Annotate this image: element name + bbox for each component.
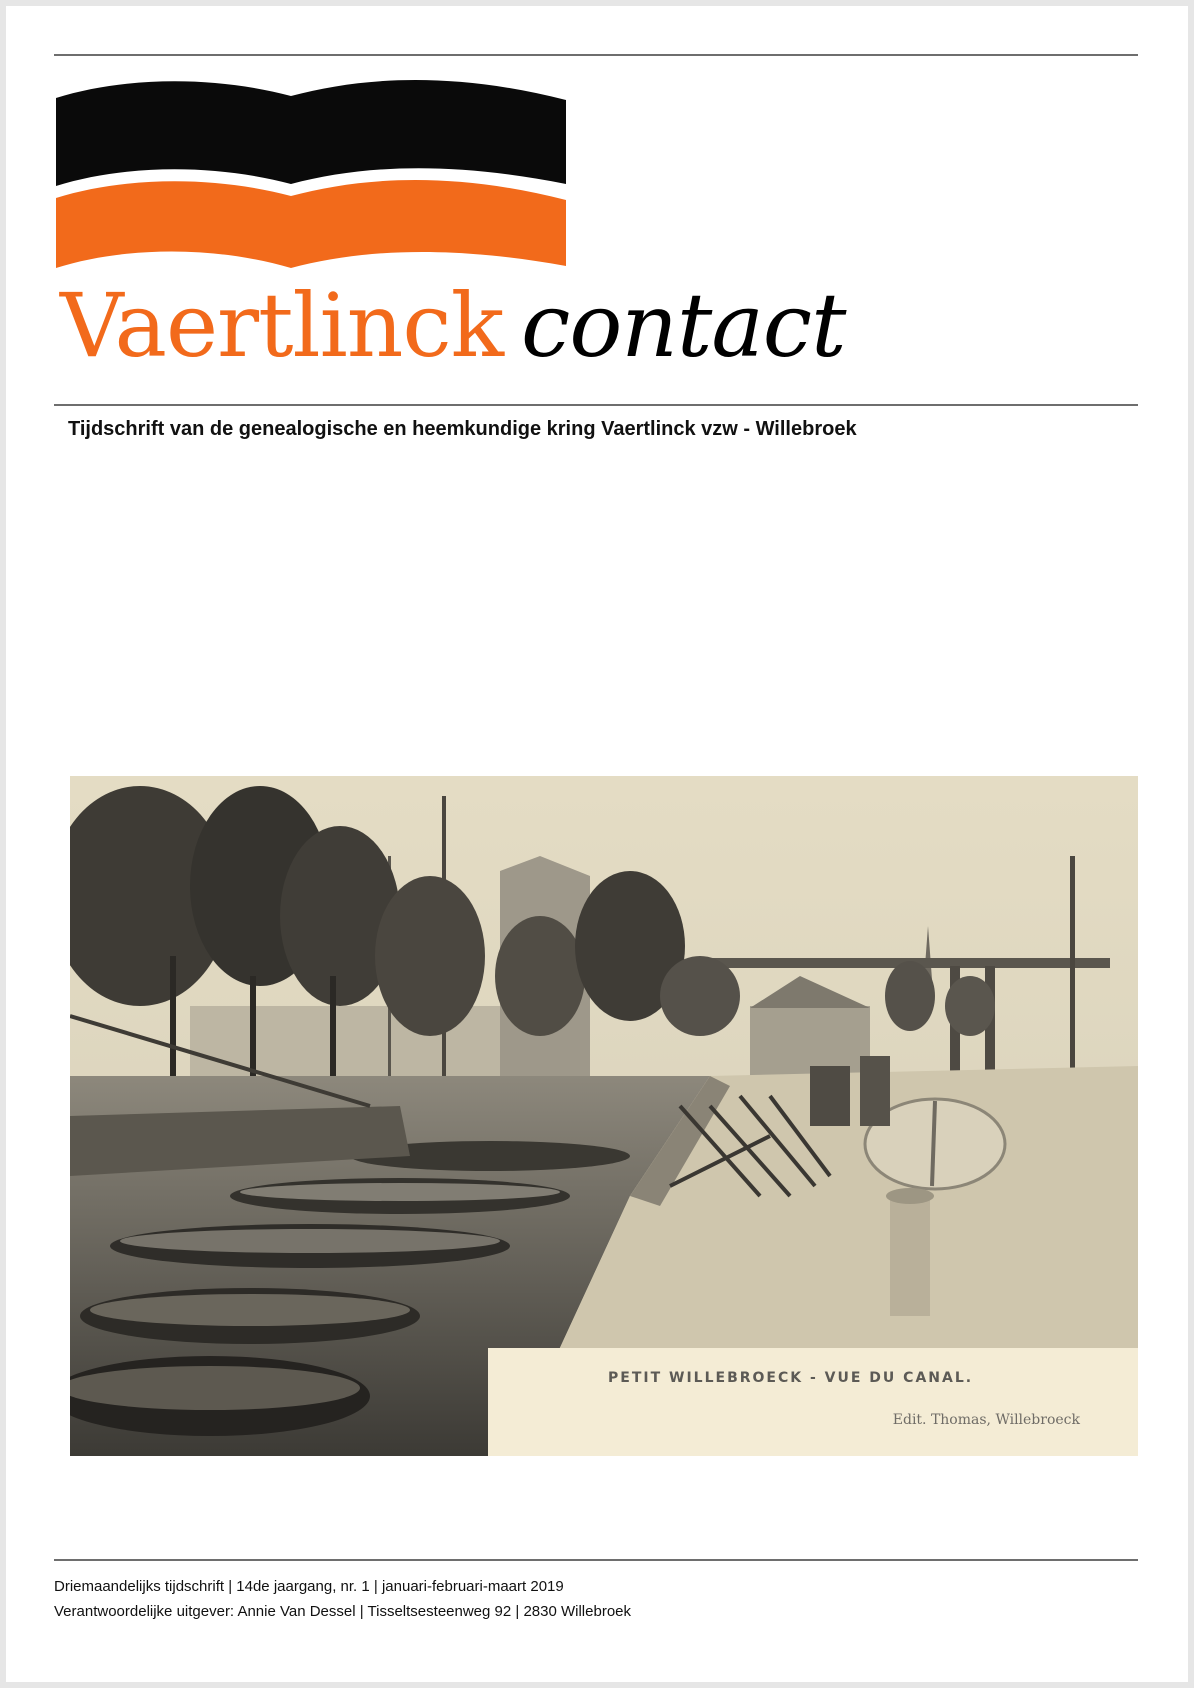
footer-issue-info: Driemaandelijks tijdschrift | 14de jaargang, nr. 1 | januari-februari-maart 2019: [54, 1578, 564, 1595]
tree-5: [495, 916, 585, 1036]
footer-rule: [54, 1559, 1138, 1561]
masthead-subtitle: Tijdschrift van de genealogische en heemkundige kring Vaertlinck vzw - Willebroek: [68, 418, 857, 440]
postcard-caption-panel: [488, 1348, 1138, 1456]
logo-black-wave: [56, 80, 566, 186]
mast-2: [1070, 856, 1075, 1086]
title-contact: contact: [521, 274, 846, 377]
masthead-title: [60, 274, 845, 377]
footer-publisher-info: Verantwoordelijke uitgever: Annie Van Dessel | Tisseltsesteenweg 92 | 2830 Willebroek: [54, 1603, 632, 1620]
masthead-rule: [54, 404, 1138, 406]
cover-photo-postcard: [70, 776, 1138, 1456]
top-rule: [54, 54, 1138, 56]
title-vaertlinck: Vaertlinck: [60, 274, 504, 377]
bollard: [890, 1196, 930, 1316]
tree-4: [375, 876, 485, 1036]
figures: [810, 1066, 850, 1126]
magazine-cover: [6, 6, 1188, 1682]
vaertlinck-logo-waves: [56, 80, 566, 290]
tree-7: [660, 956, 740, 1036]
postcard-credit: Edit. Thomas, Willebroeck: [892, 1412, 1080, 1428]
postcard-caption: PETIT WILLEBROECK - VUE DU CANAL.: [608, 1370, 974, 1386]
logo-orange-wave: [56, 180, 566, 268]
